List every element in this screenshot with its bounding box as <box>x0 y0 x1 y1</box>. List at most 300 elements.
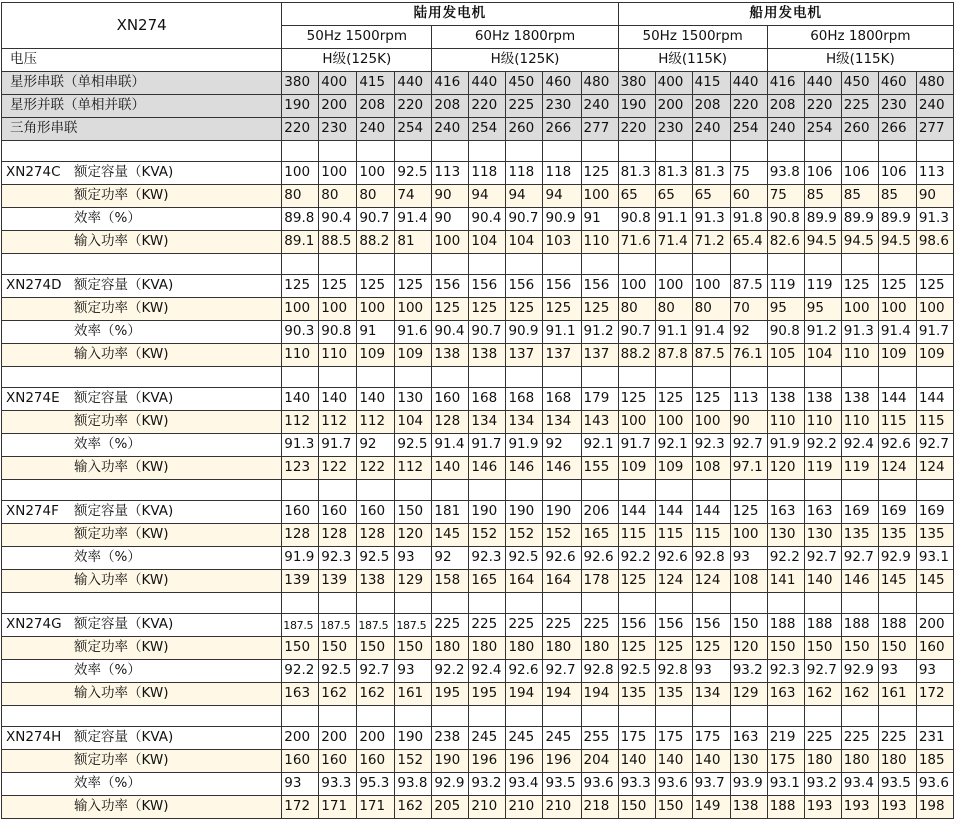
value-cell: 135 <box>878 524 916 547</box>
separator-cell <box>357 593 395 614</box>
value-cell: 109 <box>916 344 953 367</box>
value-cell: 138 <box>357 570 395 593</box>
value-cell: 110 <box>319 344 357 367</box>
model-param-row <box>2 275 954 298</box>
separator-cell <box>2 141 282 162</box>
value-cell: 100 <box>618 411 655 434</box>
value-cell: 90.7 <box>357 208 395 231</box>
value-cell: 180 <box>469 637 506 660</box>
model-param-row <box>2 660 954 683</box>
value-cell: 175 <box>692 727 730 750</box>
value-cell: 143 <box>581 411 618 434</box>
model-param-row <box>2 388 954 411</box>
value-cell: 112 <box>282 411 319 434</box>
value-cell: 95.3 <box>357 773 395 796</box>
value-cell: 150 <box>618 796 655 819</box>
connection-label: 三角形串联 <box>2 118 282 141</box>
value-cell: 440 <box>730 72 767 95</box>
model-name: XN274H <box>6 729 62 746</box>
value-cell: 480 <box>916 72 953 95</box>
param-label-cell <box>2 457 282 480</box>
value-cell: 71.2 <box>692 231 730 254</box>
separator-cell <box>804 141 841 162</box>
value-cell: 231 <box>916 727 953 750</box>
separator-row <box>2 367 954 388</box>
value-cell: 193 <box>804 796 841 819</box>
value-cell: 225 <box>506 95 543 118</box>
value-cell: 93.6 <box>581 773 618 796</box>
separator-cell <box>655 254 692 275</box>
value-cell: 125 <box>655 388 692 411</box>
separator-cell <box>618 593 655 614</box>
value-cell: 163 <box>804 501 841 524</box>
value-cell: 91.7 <box>618 434 655 457</box>
value-cell: 160 <box>357 501 395 524</box>
value-cell: 163 <box>767 683 804 706</box>
value-cell: 105 <box>767 344 804 367</box>
model-param-row <box>2 570 954 593</box>
value-cell: 277 <box>916 118 953 141</box>
separator-cell <box>2 706 282 727</box>
value-cell: 91.6 <box>395 321 432 344</box>
param-label-cell <box>2 524 282 547</box>
value-cell: 93.6 <box>655 773 692 796</box>
param-label: 输入功率（KW) <box>74 685 169 702</box>
value-cell: 144 <box>655 501 692 524</box>
value-cell: 100 <box>618 275 655 298</box>
value-cell: 65.4 <box>730 231 767 254</box>
separator-row <box>2 593 954 614</box>
model-param-row <box>2 411 954 434</box>
value-cell: 92.9 <box>878 547 916 570</box>
value-cell: 91.3 <box>692 208 730 231</box>
value-cell: 193 <box>878 796 916 819</box>
value-cell: 92.2 <box>804 434 841 457</box>
separator-cell <box>282 367 319 388</box>
value-cell: 175 <box>655 727 692 750</box>
value-cell: 230 <box>655 118 692 141</box>
value-cell: 180 <box>432 637 469 660</box>
separator-cell <box>469 254 506 275</box>
value-cell: 65 <box>618 185 655 208</box>
value-cell: 122 <box>319 457 357 480</box>
separator-cell <box>319 593 357 614</box>
value-cell: 135 <box>618 683 655 706</box>
value-cell: 198 <box>916 796 953 819</box>
value-cell: 94.5 <box>878 231 916 254</box>
separator-cell <box>357 706 395 727</box>
param-label-cell <box>2 660 282 683</box>
value-cell: 245 <box>506 727 543 750</box>
connection-row <box>2 118 954 141</box>
value-cell: 90 <box>432 208 469 231</box>
value-cell: 138 <box>841 388 878 411</box>
value-cell: 145 <box>878 570 916 593</box>
value-cell: 163 <box>767 501 804 524</box>
value-cell: 179 <box>581 388 618 411</box>
value-cell: 152 <box>506 524 543 547</box>
value-cell: 81.3 <box>618 162 655 185</box>
value-cell: 240 <box>357 118 395 141</box>
value-cell: 255 <box>581 727 618 750</box>
separator-cell <box>506 480 543 501</box>
separator-cell <box>282 593 319 614</box>
value-cell: 139 <box>319 570 357 593</box>
separator-cell <box>319 367 357 388</box>
separator-cell <box>692 593 730 614</box>
value-cell: 140 <box>319 388 357 411</box>
separator-cell <box>357 367 395 388</box>
separator-row <box>2 480 954 501</box>
value-cell: 156 <box>581 275 618 298</box>
value-cell: 92.6 <box>878 434 916 457</box>
value-cell: 200 <box>319 95 357 118</box>
value-cell: 93.9 <box>730 773 767 796</box>
value-cell: 93.5 <box>543 773 581 796</box>
value-cell: 100 <box>282 162 319 185</box>
value-cell: 125 <box>841 275 878 298</box>
value-cell: 115 <box>878 411 916 434</box>
value-cell: 80 <box>618 298 655 321</box>
value-cell: 162 <box>804 683 841 706</box>
separator-cell <box>804 593 841 614</box>
value-cell: 94.5 <box>841 231 878 254</box>
param-label-cell <box>2 570 282 593</box>
value-cell: 190 <box>432 750 469 773</box>
value-cell: 130 <box>767 524 804 547</box>
value-cell: 122 <box>357 457 395 480</box>
value-cell: 92.5 <box>357 547 395 570</box>
value-cell: 165 <box>469 570 506 593</box>
value-cell: 200 <box>357 727 395 750</box>
value-cell: 144 <box>878 388 916 411</box>
value-cell: 94.5 <box>804 231 841 254</box>
value-cell: 185 <box>916 750 953 773</box>
value-cell: 91.7 <box>916 321 953 344</box>
model-param-row <box>2 547 954 570</box>
value-cell: 103 <box>543 231 581 254</box>
value-cell: 195 <box>432 683 469 706</box>
value-cell: 204 <box>581 750 618 773</box>
value-cell: 119 <box>804 457 841 480</box>
value-cell: 120 <box>395 524 432 547</box>
value-cell: 440 <box>804 72 841 95</box>
value-cell: 146 <box>543 457 581 480</box>
value-cell: 90.4 <box>319 208 357 231</box>
separator-cell <box>2 367 282 388</box>
separator-cell <box>841 141 878 162</box>
value-cell: 415 <box>692 72 730 95</box>
separator-cell <box>692 141 730 162</box>
value-cell: 93.3 <box>319 773 357 796</box>
value-cell: 92.2 <box>432 660 469 683</box>
value-cell: 171 <box>319 796 357 819</box>
separator-cell <box>804 480 841 501</box>
param-label: 额定功率（KW) <box>74 300 169 317</box>
value-cell: 82.6 <box>767 231 804 254</box>
value-cell: 125 <box>655 637 692 660</box>
value-cell: 93.2 <box>730 660 767 683</box>
value-cell: 200 <box>916 614 953 637</box>
separator-cell <box>506 593 543 614</box>
value-cell: 120 <box>730 637 767 660</box>
value-cell: 220 <box>469 95 506 118</box>
value-cell: 90.9 <box>543 208 581 231</box>
value-cell: 200 <box>655 95 692 118</box>
value-cell: 134 <box>692 683 730 706</box>
value-cell: 93.5 <box>878 773 916 796</box>
value-cell: 125 <box>916 275 953 298</box>
value-cell: 172 <box>916 683 953 706</box>
value-cell: 190 <box>282 95 319 118</box>
value-cell: 460 <box>543 72 581 95</box>
value-cell: 100 <box>319 298 357 321</box>
value-cell: 218 <box>581 796 618 819</box>
value-cell: 93.3 <box>618 773 655 796</box>
value-cell: 225 <box>841 727 878 750</box>
value-cell: 195 <box>469 683 506 706</box>
value-cell: 109 <box>878 344 916 367</box>
value-cell: 180 <box>543 637 581 660</box>
value-cell: 92.2 <box>618 547 655 570</box>
value-cell: 113 <box>916 162 953 185</box>
value-cell: 156 <box>469 275 506 298</box>
value-cell: 104 <box>395 411 432 434</box>
model-param-row <box>2 298 954 321</box>
value-cell: 87.8 <box>655 344 692 367</box>
value-cell: 85 <box>841 185 878 208</box>
value-cell: 254 <box>395 118 432 141</box>
param-label: 额定容量（KVA) <box>74 503 174 520</box>
separator-cell <box>543 367 581 388</box>
value-cell: 140 <box>282 388 319 411</box>
value-cell: 93 <box>878 660 916 683</box>
header-group-row <box>2 3 954 26</box>
value-cell: 119 <box>841 457 878 480</box>
value-cell: 150 <box>395 501 432 524</box>
value-cell: 188 <box>767 796 804 819</box>
value-cell: 92 <box>543 434 581 457</box>
value-cell: 164 <box>506 570 543 593</box>
value-cell: 91.3 <box>282 434 319 457</box>
value-cell: 92.8 <box>692 547 730 570</box>
value-cell: 225 <box>804 727 841 750</box>
value-cell: 190 <box>469 501 506 524</box>
value-cell: 100 <box>357 298 395 321</box>
value-cell: 119 <box>804 275 841 298</box>
value-cell: 98.6 <box>916 231 953 254</box>
value-cell: 92.4 <box>841 434 878 457</box>
value-cell: 92.7 <box>730 434 767 457</box>
value-cell: 100 <box>878 298 916 321</box>
model-param-row <box>2 773 954 796</box>
value-cell: 206 <box>581 501 618 524</box>
model-param-row <box>2 614 954 637</box>
separator-cell <box>581 480 618 501</box>
separator-cell <box>282 141 319 162</box>
value-cell: 110 <box>581 231 618 254</box>
connection-row <box>2 72 954 95</box>
value-cell: 97.1 <box>730 457 767 480</box>
value-cell: 110 <box>767 411 804 434</box>
value-cell: 90.8 <box>319 321 357 344</box>
value-cell: 150 <box>357 637 395 660</box>
value-cell: 113 <box>730 388 767 411</box>
separator-cell <box>767 141 804 162</box>
model-param-row <box>2 344 954 367</box>
value-cell: 92.3 <box>319 547 357 570</box>
value-cell: 91 <box>357 321 395 344</box>
value-cell: 260 <box>841 118 878 141</box>
param-label-cell <box>2 547 282 570</box>
separator-cell <box>767 367 804 388</box>
param-label-cell <box>2 683 282 706</box>
param-label-cell <box>2 750 282 773</box>
value-cell: 169 <box>841 501 878 524</box>
value-cell: 125 <box>618 388 655 411</box>
value-cell: 100 <box>581 185 618 208</box>
value-cell: 135 <box>841 524 878 547</box>
value-cell: 100 <box>655 411 692 434</box>
value-cell: 146 <box>469 457 506 480</box>
value-cell: 415 <box>357 72 395 95</box>
value-cell: 85 <box>878 185 916 208</box>
value-cell: 125 <box>506 298 543 321</box>
value-cell: 175 <box>767 750 804 773</box>
separator-cell <box>767 254 804 275</box>
value-cell: 152 <box>395 750 432 773</box>
separator-cell <box>319 141 357 162</box>
value-cell: 160 <box>916 637 953 660</box>
value-cell: 92.7 <box>804 660 841 683</box>
value-cell: 88.2 <box>618 344 655 367</box>
value-cell: 180 <box>878 750 916 773</box>
value-cell: 90.9 <box>506 321 543 344</box>
separator-cell <box>581 593 618 614</box>
value-cell: 188 <box>767 614 804 637</box>
value-cell: 91.3 <box>841 321 878 344</box>
value-cell: 90.8 <box>767 208 804 231</box>
value-cell: 106 <box>804 162 841 185</box>
value-cell: 194 <box>543 683 581 706</box>
value-cell: 104 <box>804 344 841 367</box>
value-cell: 210 <box>543 796 581 819</box>
value-cell: 90.7 <box>506 208 543 231</box>
value-cell: 92.5 <box>395 434 432 457</box>
separator-cell <box>432 367 469 388</box>
value-cell: 160 <box>282 750 319 773</box>
value-cell: 65 <box>655 185 692 208</box>
value-cell: 75 <box>730 162 767 185</box>
param-label: 效率（%） <box>74 323 141 340</box>
value-cell: 175 <box>618 727 655 750</box>
param-label-cell <box>2 275 282 298</box>
value-cell: 76.1 <box>730 344 767 367</box>
value-cell: 210 <box>506 796 543 819</box>
value-cell: 123 <box>282 457 319 480</box>
value-cell: 130 <box>730 750 767 773</box>
separator-cell <box>581 367 618 388</box>
value-cell: 120 <box>767 457 804 480</box>
value-cell: 91.1 <box>543 321 581 344</box>
value-cell: 245 <box>543 727 581 750</box>
value-cell: 90.4 <box>469 208 506 231</box>
value-cell: 160 <box>319 750 357 773</box>
separator-cell <box>469 367 506 388</box>
param-label-cell <box>2 231 282 254</box>
value-cell: 140 <box>655 750 692 773</box>
value-cell: 196 <box>506 750 543 773</box>
value-cell: 230 <box>543 95 581 118</box>
param-label-cell <box>2 411 282 434</box>
value-cell: 160 <box>432 388 469 411</box>
value-cell: 180 <box>506 637 543 660</box>
value-cell: 416 <box>432 72 469 95</box>
separator-cell <box>506 367 543 388</box>
value-cell: 128 <box>357 524 395 547</box>
value-cell: 125 <box>357 275 395 298</box>
separator-cell <box>581 141 618 162</box>
value-cell: 138 <box>469 344 506 367</box>
value-cell: 92.7 <box>543 660 581 683</box>
value-cell: 178 <box>581 570 618 593</box>
value-cell: 109 <box>395 344 432 367</box>
separator-cell <box>916 706 953 727</box>
value-cell: 100 <box>692 411 730 434</box>
value-cell: 93 <box>730 547 767 570</box>
value-cell: 137 <box>506 344 543 367</box>
model-param-row <box>2 524 954 547</box>
separator-cell <box>916 254 953 275</box>
value-cell: 220 <box>804 95 841 118</box>
value-cell: 225 <box>878 727 916 750</box>
value-cell: 181 <box>432 501 469 524</box>
value-cell: 93.2 <box>804 773 841 796</box>
value-cell: 118 <box>469 162 506 185</box>
value-cell: 94 <box>506 185 543 208</box>
value-cell: 138 <box>767 388 804 411</box>
value-cell: 108 <box>692 457 730 480</box>
subgroup-marine-50hz: 50Hz 1500rpm <box>618 26 767 49</box>
value-cell: 125 <box>282 275 319 298</box>
separator-cell <box>841 254 878 275</box>
value-cell: 92.7 <box>357 660 395 683</box>
value-cell: 460 <box>878 72 916 95</box>
value-cell: 112 <box>357 411 395 434</box>
value-cell: 115 <box>692 524 730 547</box>
value-cell: 106 <box>878 162 916 185</box>
value-cell: 240 <box>767 118 804 141</box>
value-cell: 130 <box>804 524 841 547</box>
value-cell: 134 <box>469 411 506 434</box>
value-cell: 240 <box>432 118 469 141</box>
value-cell: 115 <box>618 524 655 547</box>
value-cell: 92.7 <box>916 434 953 457</box>
value-cell: 91.2 <box>581 321 618 344</box>
model-param-row <box>2 208 954 231</box>
value-cell: 125 <box>878 275 916 298</box>
value-cell: 245 <box>469 727 506 750</box>
separator-row <box>2 254 954 275</box>
value-cell: 89.1 <box>282 231 319 254</box>
value-cell: 188 <box>804 614 841 637</box>
value-cell: 230 <box>319 118 357 141</box>
value-cell: 162 <box>319 683 357 706</box>
value-cell: 91.1 <box>655 321 692 344</box>
value-cell: 266 <box>543 118 581 141</box>
value-cell: 260 <box>506 118 543 141</box>
value-cell: 100 <box>432 231 469 254</box>
